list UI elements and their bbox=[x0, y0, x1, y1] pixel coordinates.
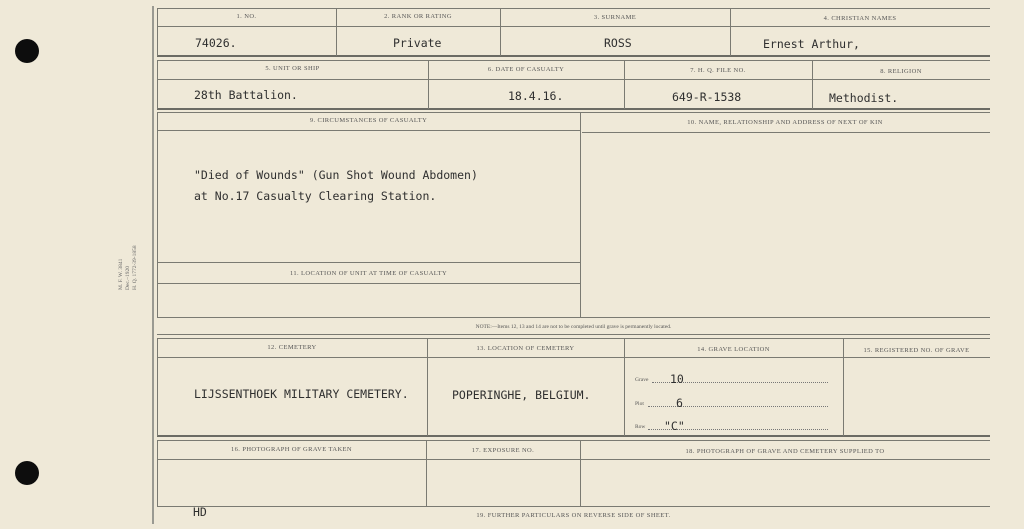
punch-hole-bottom bbox=[15, 461, 39, 485]
initials: HD bbox=[193, 505, 207, 519]
exposure-label: 17. EXPOSURE NO. bbox=[471, 447, 535, 454]
next-of-kin-label: 10. NAME, RELATIONSHIP AND ADDRESS OF NEXT OF KIN bbox=[687, 119, 883, 126]
circumstances-label: 9. CIRCUMSTANCES OF CASUALTY bbox=[309, 117, 428, 124]
photo-supplied-label: 18. PHOTOGRAPH OF GRAVE AND CEMETERY SUPPLIED TO bbox=[685, 448, 885, 455]
plot-value: 6 bbox=[676, 396, 683, 410]
margin-line bbox=[152, 6, 154, 524]
rank-value: Private bbox=[393, 36, 442, 50]
plot-label: Plot bbox=[635, 401, 644, 407]
cemetery-value: LIJSSENTHOEK MILITARY CEMETERY. bbox=[194, 387, 409, 401]
note-text: NOTE:—Items 12, 13 and 14 are not to be completed until grave is permanently located. bbox=[475, 324, 672, 330]
file-label: 7. H. Q. FILE NO. bbox=[690, 67, 746, 74]
form-code-line: H. Q. 1772-39-1858 bbox=[132, 245, 138, 290]
registered-no-label: 15. REGISTERED NO. OF GRAVE bbox=[863, 347, 970, 354]
rank-label: 2. RANK OR RATING bbox=[384, 13, 452, 20]
form-code-line: Dec.–1920 bbox=[125, 266, 131, 290]
form-code bbox=[118, 245, 139, 290]
file-number-value: 649-R-1538 bbox=[672, 90, 742, 104]
row-label: Row bbox=[635, 424, 646, 430]
religion-label: 8. RELIGION bbox=[880, 68, 922, 75]
row-value: "C" bbox=[664, 419, 685, 433]
christian-names-label: 4. CHRISTIAN NAMES bbox=[823, 15, 897, 22]
further-particulars-label: 19. FURTHER PARTICULARS ON REVERSE SIDE OF SHEET. bbox=[476, 512, 671, 519]
unit-value: 28th Battalion. bbox=[194, 88, 298, 102]
circumstances-line-2: at No.17 Casualty Clearing Station. bbox=[194, 189, 437, 203]
unit-label: 5. UNIT OR SHIP bbox=[265, 65, 320, 72]
cemetery-location-value: POPERINGHE, BELGIUM. bbox=[452, 388, 591, 402]
no-label: 1. NO. bbox=[236, 13, 257, 20]
cemetery-label: 12. CEMETERY bbox=[267, 344, 317, 351]
punch-hole-top bbox=[15, 39, 39, 63]
cemetery-location-label: 13. LOCATION OF CEMETERY bbox=[476, 345, 575, 352]
grave-location-label: 14. GRAVE LOCATION bbox=[697, 346, 770, 353]
date-value: 18.4.16. bbox=[508, 89, 564, 103]
religion-value: Methodist. bbox=[829, 91, 899, 105]
grave-label: Grave bbox=[635, 377, 649, 383]
surname-label: 3. SURNAME bbox=[593, 14, 637, 21]
unit-location-label: 11. LOCATION OF UNIT AT TIME OF CASUALTY bbox=[289, 270, 448, 277]
date-label: 6. DATE OF CASUALTY bbox=[487, 66, 565, 73]
service-number: 74026. bbox=[195, 36, 237, 50]
circumstances-line-1: "Died of Wounds" (Gun Shot Wound Abdomen) bbox=[194, 168, 478, 182]
christian-names-value: Ernest Arthur, bbox=[763, 37, 860, 51]
grave-value: 10 bbox=[670, 372, 684, 386]
photo-taken-label: 16. PHOTOGRAPH OF GRAVE TAKEN bbox=[230, 446, 353, 453]
surname-value: ROSS bbox=[604, 36, 632, 50]
form-code-line: M. F. W. 3841 bbox=[118, 258, 124, 290]
